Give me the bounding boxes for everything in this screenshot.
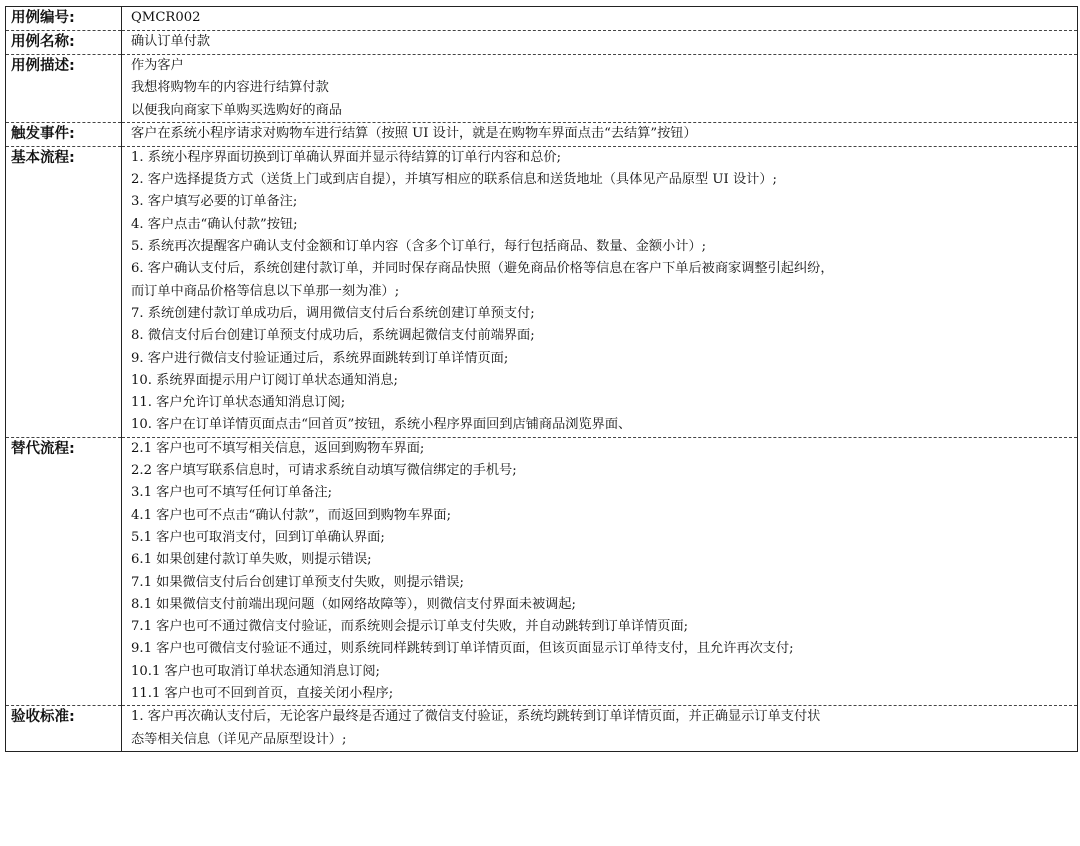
- content-line: 4. 客户点击“确认付款”按钮;: [131, 216, 298, 232]
- content-line: QMCR002: [131, 10, 201, 25]
- content-line: 9. 客户进行微信支付验证通过后，系统界面跳转到订单详情页面;: [131, 350, 509, 366]
- row-label: 用例描述:: [6, 55, 122, 123]
- row-label: 触发事件:: [6, 122, 122, 146]
- content-line: 8. 微信支付后台创建订单预支付成功后，系统调起微信支付前端界面;: [131, 328, 535, 344]
- content-line: 5.1 客户也可取消支付，回到订单确认界面;: [131, 529, 385, 545]
- content-line: 6. 客户确认支付后，系统创建付款订单，并同时保存商品快照（避免商品价格等信息在客户下单后被商家调整引起纠纷，: [131, 261, 834, 277]
- content-line: 4.1 客户也可不点击“确认付款”，而返回到购物车界面;: [131, 507, 452, 523]
- content-line: 1. 系统小程序界面切换到订单确认界面并显示待结算的订单行内容和总价;: [131, 149, 562, 165]
- content-line: 2.1 客户也可不填写相关信息，返回到购物车界面;: [131, 440, 425, 456]
- use-case-document: [5, 6, 1078, 752]
- row-content: [122, 146, 1078, 437]
- content-line: 作为客户: [131, 58, 184, 73]
- row-basic-flow: [6, 146, 1077, 437]
- content-line: 8.1 如果微信支付前端出现问题（如网络故障等），则微信支付界面未被调起;: [131, 596, 577, 612]
- row-case-name: [6, 31, 1077, 55]
- row-content: [122, 706, 1078, 751]
- content-line: 7.1 如果微信支付后台创建订单预支付失败，则提示错误;: [131, 574, 464, 590]
- content-line: 10. 客户在订单详情页面点击“回首页”按钮，系统小程序界面回到店铺商品浏览界面、: [131, 417, 632, 433]
- row-label: 基本流程:: [6, 146, 122, 437]
- row-content: [122, 55, 1078, 123]
- content-line: 10. 系统界面提示用户订阅订单状态通知消息;: [131, 372, 398, 388]
- content-line: 客户在系统小程序请求对购物车进行结算（按照 UI 设计，就是在购物车界面点击“去结算”按钮）: [131, 125, 697, 141]
- row-label: 替代流程:: [6, 437, 122, 706]
- row-label: 用例编号:: [6, 7, 122, 31]
- content-line: 2. 客户选择提货方式（送货上门或到店自提），并填写相应的联系信息和送货地址（具体见产品原型 UI 设计）;: [131, 172, 777, 188]
- row-content: [122, 122, 1078, 146]
- content-line: 确认订单付款: [131, 34, 211, 49]
- content-line: 7. 系统创建付款订单成功后，调用微信支付后台系统创建订单预支付;: [131, 305, 535, 321]
- content-line: 3. 客户填写必要的订单备注;: [131, 194, 298, 210]
- row-content: [122, 7, 1078, 31]
- content-line: 11.1 客户也可不回到首页，直接关闭小程序;: [131, 686, 394, 702]
- content-line: 5. 系统再次提醒客户确认支付金额和订单内容（含多个订单行，每行包括商品、数量、金额小计）;: [131, 239, 707, 255]
- row-label: 验收标准:: [6, 706, 122, 751]
- use-case-table: [6, 7, 1077, 751]
- row-trigger-event: [6, 122, 1077, 146]
- content-line: 9.1 客户也可微信支付验证不通过，则系统同样跳转到订单详情页面，但该页面显示订单待支付，且允许再次支付;: [131, 641, 794, 657]
- row-acceptance-criteria: [6, 706, 1077, 751]
- content-line: 我想将购物车的内容进行结算付款: [131, 80, 329, 96]
- use-case-table-body: [6, 7, 1077, 751]
- row-case-id: [6, 7, 1077, 31]
- row-alternative-flow: [6, 437, 1077, 706]
- content-line: 而订单中商品价格等信息以下单那一刻为准）;: [131, 283, 400, 299]
- content-line: 10.1 客户也可取消订单状态通知消息订阅;: [131, 663, 380, 679]
- content-line: 2.2 客户填写联系信息时，可请求系统自动填写微信绑定的手机号;: [131, 463, 517, 479]
- content-line: 6.1 如果创建付款订单失败，则提示错误;: [131, 552, 372, 568]
- content-line: 11. 客户允许订单状态通知消息订阅;: [131, 395, 346, 411]
- row-case-description: [6, 55, 1077, 123]
- content-line: 态等相关信息（详见产品原型设计）;: [131, 731, 347, 747]
- content-line: 3.1 客户也可不填写任何订单备注;: [131, 485, 333, 501]
- content-line: 1. 客户再次确认支付后，无论客户最终是否通过了微信支付验证，系统均跳转到订单详情页面，并正确显示订单支付状: [131, 709, 821, 725]
- row-content: [122, 437, 1078, 706]
- row-content: [122, 31, 1078, 55]
- content-line: 7.1 客户也可不通过微信支付验证，而系统则会提示订单支付失败，并自动跳转到订单详情页面;: [131, 619, 689, 635]
- row-label: 用例名称:: [6, 31, 122, 55]
- content-line: 以便我向商家下单购买选购好的商品: [131, 102, 342, 118]
